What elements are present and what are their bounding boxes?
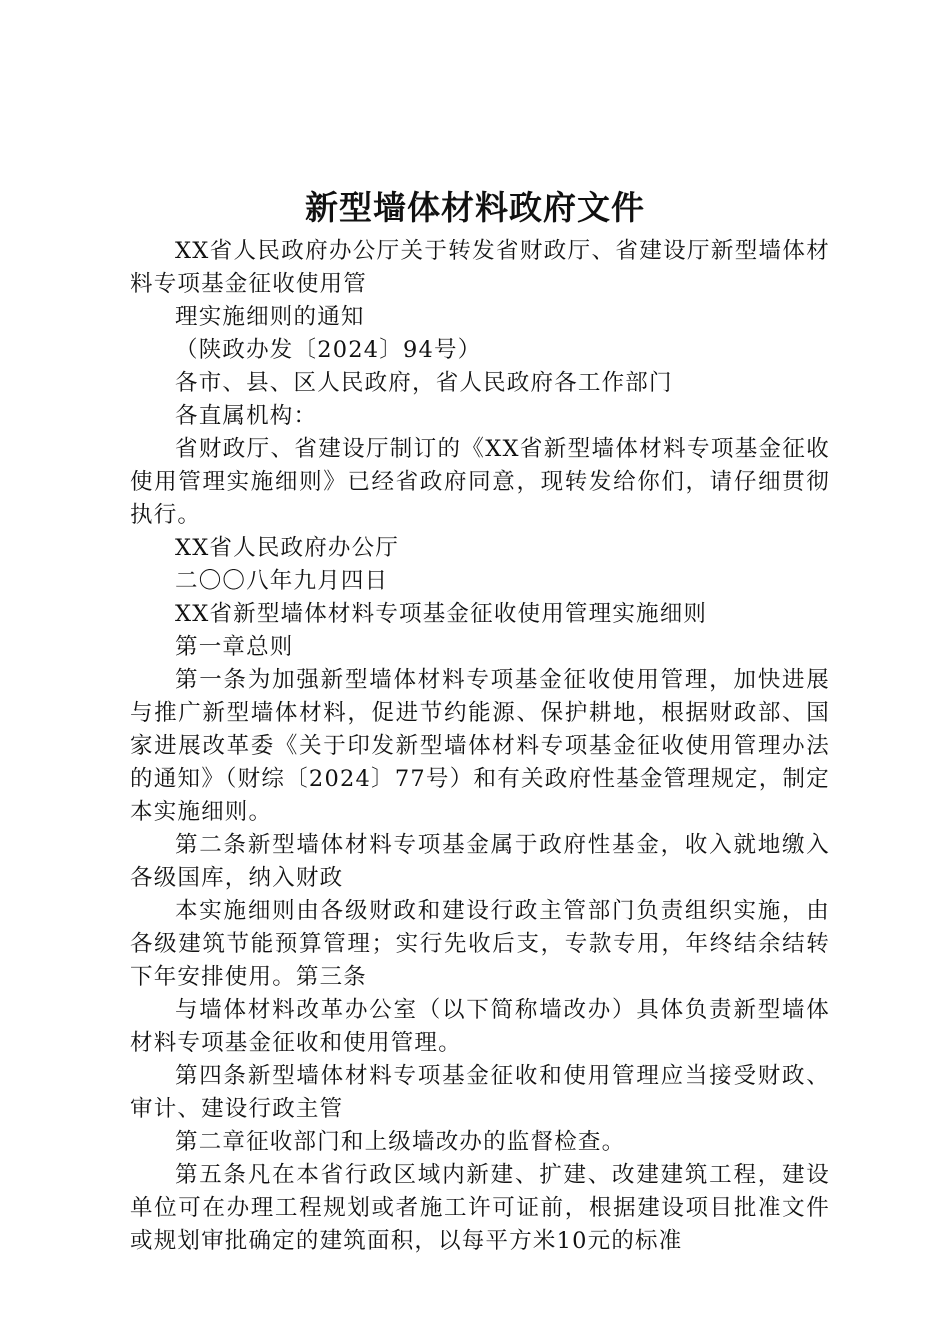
paragraph: 第一章总则 <box>175 634 294 660</box>
document-body <box>130 235 830 1258</box>
document-title: 新型墙体材料政府文件 <box>305 188 645 227</box>
paragraph: 与墙体材料改革办公室（以下简称墙改办）具体负责新型墙体材料专项基金征收和使用管理。 <box>130 997 830 1056</box>
paragraph: 各直属机构： <box>175 403 318 429</box>
paragraph: 省财政厅、省建设厅制订的《XX省新型墙体材料专项基金征收使用管理实施细则》已经省政府同意，现转发给你们，请仔细贯彻执行。 <box>130 436 830 528</box>
paragraph: 第一条为加强新型墙体材料专项基金征收使用管理，加快进展与推广新型墙体材料，促进节约能源、保护耕地，根据财政部、国家进展改革委《关于印发新型墙体材料专项基金征收使用管理办法的通知》（财综〔2024〕77号）和有关政府性基金管理规定，制定本实施细则。 <box>130 667 830 825</box>
paragraph: 各市、县、区人民政府，省人民政府各工作部门 <box>175 370 673 396</box>
paragraph: XX省人民政府办公厅 <box>175 535 400 561</box>
paragraph: 二〇〇八年九月四日 <box>175 568 389 594</box>
paragraph: XX省人民政府办公厅关于转发省财政厅、省建设厅新型墙体材料专项基金征收使用管 <box>130 238 830 297</box>
paragraph: 第五条凡在本省行政区域内新建、扩建、改建建筑工程，建设单位可在办理工程规划或者施工许可证前，根据建设项目批准文件或规划审批确定的建筑面积，以每平方米10元的标准 <box>130 1162 830 1254</box>
paragraph: 本实施细则由各级财政和建设行政主管部门负责组织实施，由各级建筑节能预算管理；实行先收后支，专款专用，年终结余结转下年安排使用。第三条 <box>130 898 830 990</box>
paragraph: 理实施细则的通知 <box>175 304 365 330</box>
paragraph: XX省新型墙体材料专项基金征收使用管理实施细则 <box>175 601 708 627</box>
paragraph: 第四条新型墙体材料专项基金征收和使用管理应当接受财政、审计、建设行政主管 <box>130 1063 830 1122</box>
paragraph: （陕政办发〔2024〕94号） <box>175 337 482 363</box>
paragraph: 第二条新型墙体材料专项基金属于政府性基金，收入就地缴入各级国库，纳入财政 <box>130 832 830 891</box>
paragraph: 第二章征收部门和上级墙改办的监督检查。 <box>175 1129 626 1155</box>
